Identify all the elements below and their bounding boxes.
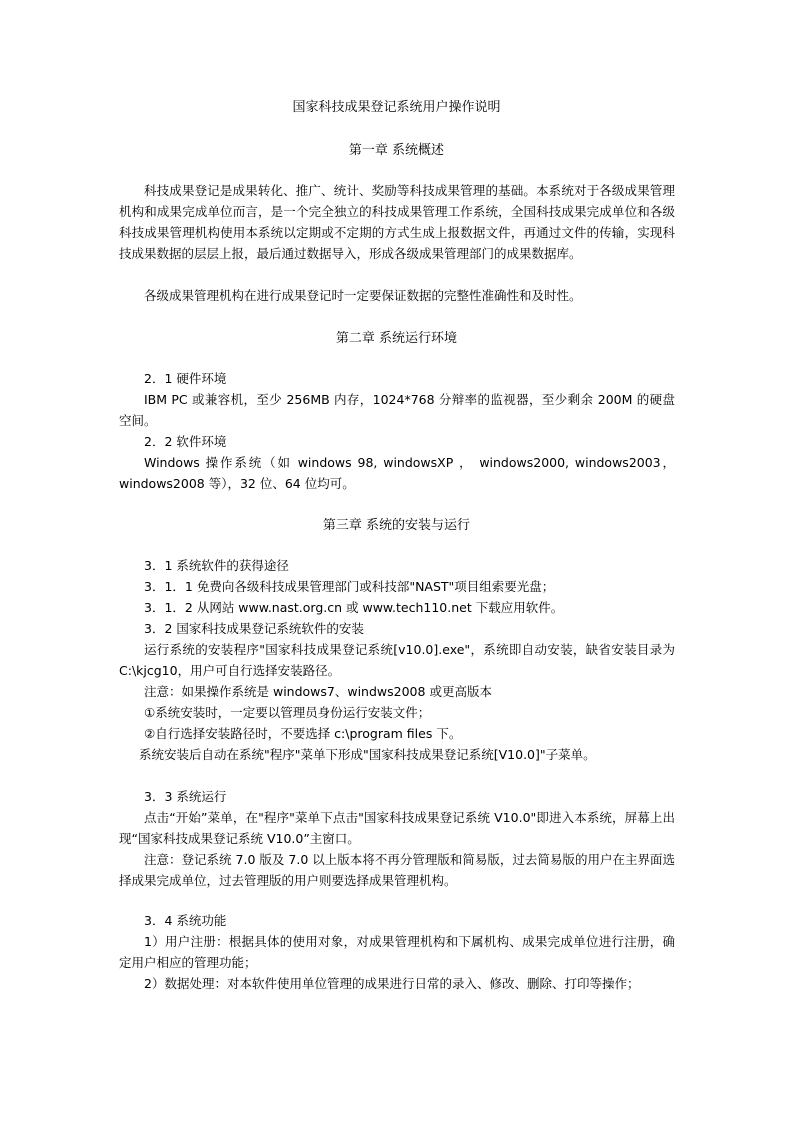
- section-3-2-heading: 3．2 国家科技成果登记系统软件的安装: [144, 621, 364, 636]
- chapter-1-paragraph-1: 科技成果登记是成果转化、推广、统计、奖励等科技成果管理的基础。本系统对于各级成果管理机构和成果完成单位而言，是一个完全独立的科技成果管理工作系统，全国科技成果完成单位和各级科技成果管理机构使用本系统以定期或不定期的方式生成上报数据文件，再通过文件的传输，实现科技成果数据的层层上报，最后通过数据导入，形成各级成果管理部门的成果数据库。: [119, 183, 675, 261]
- section-3-3-text: 点击“开始”菜单，在"程序"菜单下点击"国家科技成果登记系统 V10.0"即进入本系统，屏幕上出现“国家科技成果登记系统 V10.0”主窗口。: [119, 810, 675, 846]
- install-note-item-1: ①系统安装时，一定要以管理员身份运行安装文件；: [144, 705, 431, 720]
- install-note-item-2: ②自行选择安装路径时，不要选择 c:\program files 下。: [144, 726, 462, 741]
- section-3-3-heading: 3．3 系统运行: [144, 789, 227, 804]
- section-3-2-ending: 系统安装后自动在系统"程序"菜单下形成"国家科技成果登记系统[V10.0]"子菜单。: [139, 747, 596, 762]
- chapter-1-paragraph-2: 各级成果管理机构在进行成果登记时一定要保证数据的完整性准确性和及时性。: [144, 288, 582, 303]
- chapter-3-title: 第三章 系统的安装与运行: [322, 518, 471, 533]
- feature-2-text: 2）数据处理：对本软件使用单位管理的成果进行日常的录入、修改、删除、打印等操作；: [144, 976, 640, 991]
- section-3-1-2-text: 3．1．2 从网站 www.nast.org.cn 或 www.tech110.net 下载应用软件。: [144, 600, 564, 615]
- section-3-3-note: 注意：登记系统 7.0 版及 7.0 以上版本将不再分管理版和简易版，过去简易版的用户在主界面选择成果完成单位，过去管理版的用户则要选择成果管理机构。: [119, 852, 675, 888]
- document-title: 国家科技成果登记系统用户操作说明: [292, 100, 501, 115]
- section-3-4-heading: 3．4 系统功能: [144, 913, 227, 928]
- install-note: 注意：如果操作系统是 windows7、windws2008 或更高版本: [144, 684, 492, 699]
- section-2-2-heading: 2．2 软件环境: [144, 434, 227, 449]
- section-3-1-heading: 3．1 系统软件的获得途径: [144, 558, 289, 573]
- chapter-2-title: 第二章 系统运行环境: [335, 331, 458, 346]
- chapter-1-title: 第一章 系统概述: [348, 143, 445, 158]
- section-3-2-text: 运行系统的安装程序"国家科技成果登记系统[v10.0].exe"，系统即自动安装，缺省安装目录为 C:\kjcg10，用户可自行选择安装路径。: [119, 642, 675, 678]
- section-2-1-text: IBM PC 或兼容机，至少 256MB 内存，1024*768 分辩率的监视器，至少剩余 200M 的硬盘空间。: [119, 392, 675, 428]
- section-2-2-text: Windows 操作系统（如 windows 98, windowsXP ， windows2000, windows2003，windows2008 等），32 位、64 位均可。: [119, 455, 675, 491]
- section-2-1-heading: 2．1 硬件环境: [144, 371, 227, 386]
- section-3-1-1-text: 3．1．1 免费向各级科技成果管理部门或科技部"NAST"项目组索要光盘；: [144, 579, 555, 594]
- feature-1-text: 1）用户注册：根据具体的使用对象，对成果管理机构和下属机构、成果完成单位进行注册，确定用户相应的管理功能；: [119, 934, 675, 970]
